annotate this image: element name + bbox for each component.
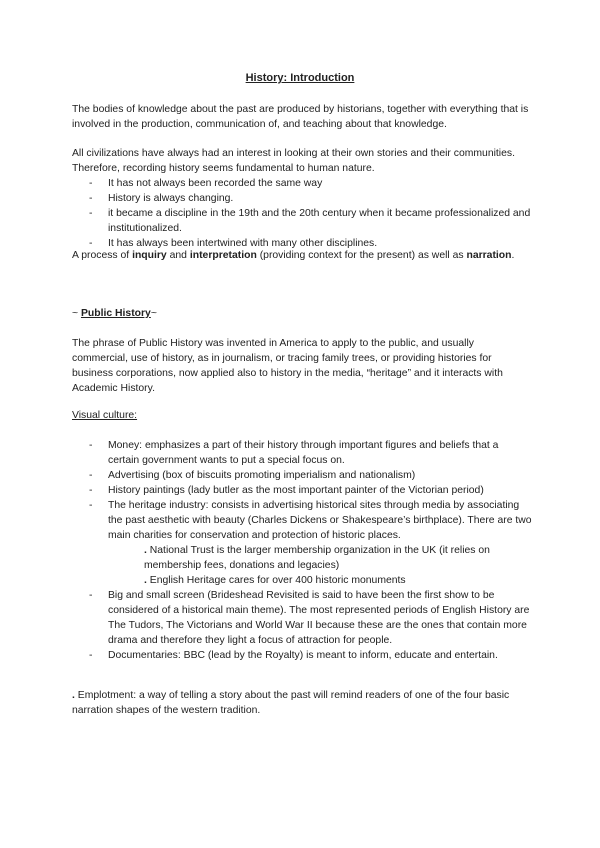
list-item: - It has not always been recorded the same way	[72, 176, 532, 191]
intro-paragraph: The bodies of knowledge about the past are produced by historians, together with everything that is involved in the production, communication of, and teaching about that knowledge.	[72, 104, 529, 130]
list-item	[72, 498, 532, 588]
interpretation-term: interpretation	[189, 250, 257, 261]
tilde: ~	[150, 308, 157, 319]
narration-term: narration	[466, 250, 512, 261]
emplotment-text: Emplotment: a way of telling a story about the past will remind readers of one of the four basic narration shapes of the western tradition.	[72, 690, 510, 716]
process-text: and	[166, 250, 190, 261]
subitem-text: National Trust is the larger membership organization in the UK (it relies on membership fees, donations and legacies)	[144, 545, 490, 571]
list-item: - History is always changing.	[72, 191, 532, 206]
visual-culture-heading: Visual culture:	[72, 410, 138, 421]
list-item: - Money: emphasizes a part of their history through important figures and beliefs that a certain government wants to put a special focus on.	[72, 438, 532, 468]
list-item: - Big and small screen (Brideshead Revisited is said to have been the first show to be considered of a historical main theme). The most represented periods of English History are The Tudors, The Victorians and World War II because these are the ones that contain more drama and therefore they light a focus of attraction for people.	[72, 588, 532, 648]
national-trust-subitem	[108, 543, 532, 573]
list-item: - Advertising (box of biscuits promoting imperialism and nationalism)	[72, 468, 532, 483]
list-item: - it became a discipline in the 19th and the 20th century when it became professionalized and institutionalized.	[72, 206, 532, 236]
page-title: History: Introduction	[245, 72, 355, 84]
bullet-dot: .	[72, 690, 75, 701]
tilde: ~	[72, 308, 81, 319]
english-heritage-subitem	[108, 573, 532, 588]
bullet-dot: .	[144, 545, 147, 556]
list-item-text: The heritage industry: consists in advertising historical sites through media by associating the past aesthetic with beauty (Charles Dickens or Shakespeare’s birthplace). There are two main charities for conservation and protection of historic places.	[108, 500, 532, 541]
section-heading: Public History	[80, 308, 151, 319]
public-history-paragraph: The phrase of Public History was invented in America to apply to the public, and usually commercial, use of history, as in journalism, or tracing family trees, or providing histories for business corporations, now applied also to history in the media, “heritage” and it interacts with Academic History.	[72, 338, 503, 394]
process-text: .	[511, 250, 515, 261]
subitem-text: English Heritage cares for over 400 historic monuments	[146, 575, 406, 586]
list-item: - It has always been intertwined with many other disciplines.	[72, 236, 532, 251]
inquiry-term: inquiry	[132, 250, 167, 261]
visual-culture-list	[72, 438, 532, 663]
civilizations-paragraph: All civilizations have always had an interest in looking at their own stories and their communities. Therefore, recording history seems fundamental to human nature.	[72, 148, 515, 174]
process-paragraph	[72, 248, 532, 263]
process-text: A process of	[72, 250, 133, 261]
process-text: (providing context for the present) as well as	[256, 250, 467, 261]
public-history-heading	[72, 306, 532, 321]
bullet-dot: .	[144, 575, 147, 586]
list-item: - History paintings (lady butler as the most important painter of the Victorian period)	[72, 483, 532, 498]
emplotment-paragraph	[72, 688, 532, 718]
history-facts-list	[72, 176, 532, 251]
list-item: - Documentaries: BBC (lead by the Royalty) is meant to inform, educate and entertain.	[72, 648, 532, 663]
